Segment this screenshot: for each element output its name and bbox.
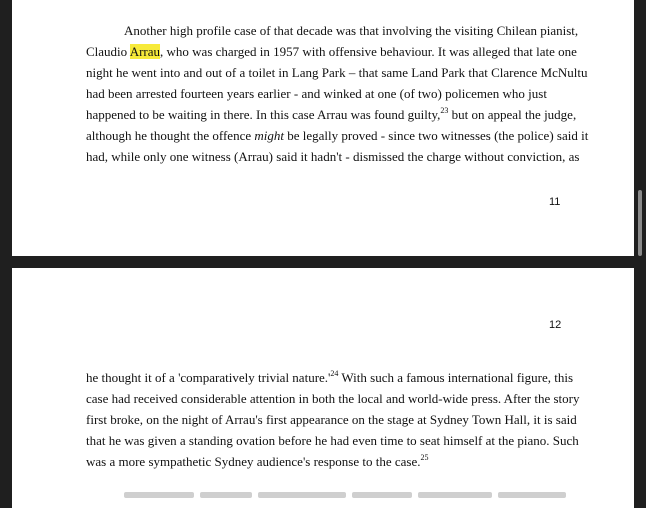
text-line: he thought it of a 'comparatively trivial $nature.'^{24}$ With such a famous international figure, this	[86, 369, 574, 385]
text-line: case had received considerable attention in both the local and world-wide press. After the story	[86, 391, 580, 406]
paragraph	[86, 20, 589, 167]
text-line: was a more sympathetic Sydney audience's response to the case.$^{25}$	[86, 453, 429, 469]
footnote-ref: 25	[420, 453, 429, 462]
paragraph	[86, 367, 580, 472]
text-line: although he thought the offence might be legally proved - since two witnesses (the police) said it	[86, 128, 589, 143]
footnote-ref: 23	[440, 106, 449, 115]
cut-off-text-line	[86, 492, 566, 498]
page-number: 12	[549, 319, 562, 331]
footnote-ref: 24	[330, 369, 339, 378]
text-line: had been arrested fourteen years earlier - and winked at one (of two) policemen who just	[86, 86, 547, 101]
document-page-11	[12, 0, 634, 256]
text-line: happened to be waiting in there. In this case Arrau was found guilty,$^{23}$ but on appeal the judge,	[86, 106, 577, 122]
text-line: night he went into and out of a toilet in Lang Park – that same Land Park that Clarence McNultu	[86, 65, 588, 80]
text-line: had, while only one witness (Arrau) said it hadn't - dismissed the charge without conviction, as	[86, 149, 580, 164]
search-highlight: Arrau	[129, 44, 161, 59]
text-line: Claudio Arrau, who was charged in 1957 with offensive behaviour. It was alleged that late one	[86, 44, 577, 59]
text-line: that he was given a standing ovation before he had even time to seat himself at the piano. Such	[86, 433, 579, 448]
text-line: first broke, on the night of Arrau's first appearance on the stage at Sydney Town Hall, it is said	[86, 412, 577, 427]
document-page-12	[12, 268, 634, 508]
page-number: 11	[549, 196, 561, 208]
scrollbar-thumb[interactable]	[638, 190, 642, 256]
text-line: Another high profile case of that decade was that involving the visiting Chilean pianist,	[124, 23, 579, 38]
